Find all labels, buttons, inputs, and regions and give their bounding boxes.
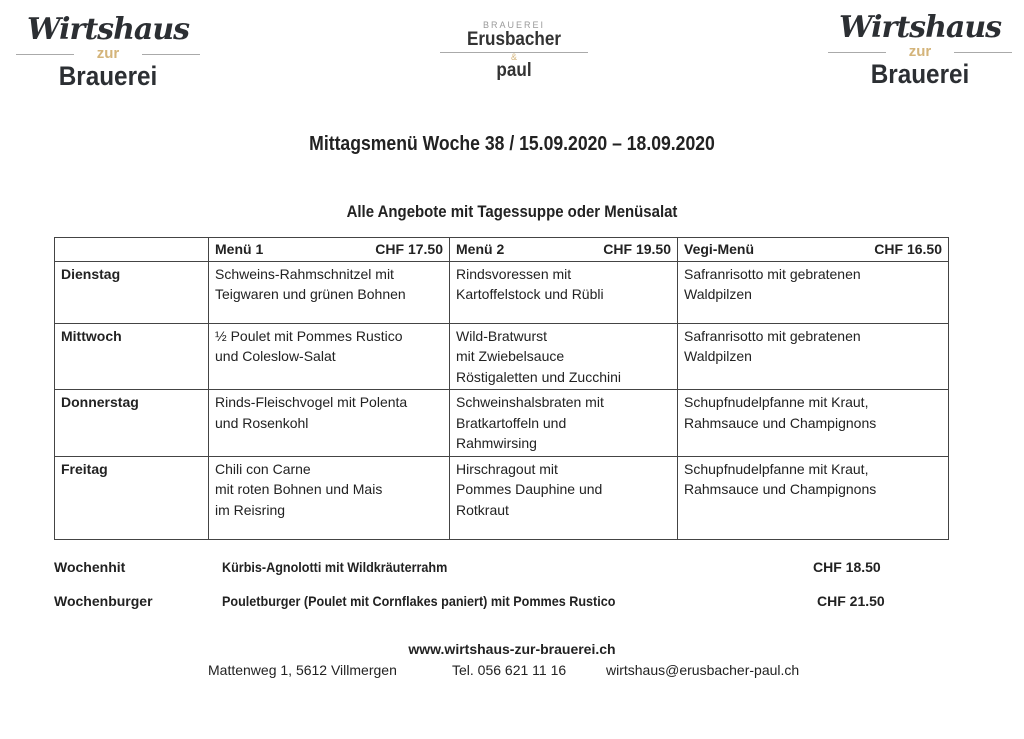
header-price: CHF 19.50: [603, 241, 671, 257]
dish-line: Schupfnudelpfanne mit Kraut,: [684, 394, 869, 410]
dish-cell: [450, 390, 678, 457]
table-header-row: [55, 238, 949, 262]
dish-cell: [450, 456, 678, 539]
dish-line: Hirschragout mit: [456, 460, 558, 477]
day-cell: Mittwoch: [55, 323, 209, 390]
wochenhit-label: Wochenhit: [54, 559, 126, 575]
dish-line: Safranrisotto mit gebratenen: [684, 327, 861, 344]
dish-line: Bratkartoffeln und: [456, 414, 567, 431]
dish-cell: [678, 390, 949, 457]
logo-text: Wirtshaus: [26, 12, 190, 47]
page-title: Mittagsmenü Woche 38 / 15.09.2020 – 18.09.2020: [309, 133, 715, 155]
logo-wirtshaus-right: [828, 12, 1012, 88]
header-empty: [55, 238, 209, 262]
dish-cell: [678, 261, 949, 323]
dish-line: Schweinshalsbraten mit: [456, 394, 604, 410]
logo-erusbacher: [440, 20, 588, 81]
dish-line: Teigwaren und grünen Bohnen: [215, 286, 406, 302]
logo-text: zur: [828, 44, 1012, 60]
table-row: [55, 261, 949, 323]
dish-line: Pommes Dauphine und: [456, 481, 603, 497]
wochenburger-label: Wochenburger: [54, 593, 153, 609]
logo-text: Brauerei: [870, 59, 970, 89]
dish-line: Rahmsauce und Champignons: [684, 414, 877, 431]
dish-line: mit roten Bohnen und Mais: [215, 481, 383, 497]
table-row: [55, 323, 949, 390]
dish-cell: [209, 261, 450, 323]
dish-cell: [450, 323, 678, 390]
wochenhit-price: CHF 18.50: [813, 559, 881, 575]
header-menu-2: [450, 238, 678, 262]
logo-text: Brauerei: [58, 61, 158, 91]
dish-line: im Reisring: [215, 501, 286, 518]
logo-text: BRAUEREI: [482, 20, 545, 30]
dish-cell: [678, 456, 949, 539]
dish-line: und Rosenkohl: [215, 414, 309, 431]
day-cell: Freitag: [55, 456, 209, 539]
dish-line: Schweins-Rahmschnitzel mit: [215, 265, 394, 282]
menu-table: [54, 237, 949, 540]
dish-line: Röstigaletten und Zucchini: [456, 368, 621, 385]
day-cell: Donnerstag: [55, 390, 209, 457]
dish-line: ½ Poulet mit Pommes Rustico: [215, 327, 403, 344]
dish-line: Schupfnudelpfanne mit Kraut,: [684, 460, 869, 477]
page-subtitle: Alle Angebote mit Tagessuppe oder Menüsalat: [346, 202, 678, 221]
dish-line: und Coleslow-Salat: [215, 348, 336, 364]
dish-line: Rotkraut: [456, 501, 509, 518]
day-cell: Dienstag: [55, 261, 209, 323]
dish-line: mit Zwiebelsauce: [456, 348, 565, 364]
dish-line: Rinds-Fleischvogel mit Polenta: [215, 394, 408, 410]
logo-text: &: [440, 52, 588, 61]
header-label: Vegi-Menü: [684, 241, 755, 257]
dish-line: Kartoffelstock und Rübli: [456, 286, 604, 302]
footer-email[interactable]: wirtshaus@erusbacher-paul.ch: [606, 662, 800, 678]
logo-text: Wirtshaus: [838, 10, 1002, 45]
wochenhit-dish: Kürbis-Agnolotti mit Wildkräuterrahm: [222, 559, 448, 575]
dish-line: Rahmwirsing: [456, 435, 537, 451]
dish-line: Waldpilzen: [684, 348, 752, 364]
logo-wirtshaus-left: [16, 14, 200, 90]
footer-phone: Tel. 056 621 11 16: [452, 662, 567, 678]
logo-text: Erusbacher: [466, 29, 562, 50]
header-price: CHF 16.50: [874, 241, 942, 257]
dish-line: Rahmsauce und Champignons: [684, 481, 877, 497]
dish-line: Chili con Carne: [215, 460, 311, 477]
header-vegi: [678, 238, 949, 262]
dish-cell: [209, 456, 450, 539]
footer-address: Mattenweg 1, 5612 Villmergen: [208, 662, 397, 678]
dish-cell: [209, 323, 450, 390]
header-label: Menü 2: [456, 241, 505, 257]
logo-text: paul: [496, 60, 532, 81]
wochenburger-price: CHF 21.50: [817, 593, 885, 609]
dish-cell: [209, 390, 450, 457]
table-row: [55, 390, 949, 457]
header-label: Menü 1: [215, 241, 264, 257]
header-menu-1: [209, 238, 450, 262]
dish-line: Wild-Bratwurst: [456, 327, 548, 344]
dish-line: Waldpilzen: [684, 286, 752, 302]
table-row: [55, 456, 949, 539]
header-price: CHF 17.50: [375, 241, 443, 257]
dish-line: Rindsvoressen mit: [456, 265, 572, 282]
dish-line: Safranrisotto mit gebratenen: [684, 265, 861, 282]
dish-cell: [678, 323, 949, 390]
wochenburger-dish: Pouletburger (Poulet mit Cornflakes paniert) mit Pommes Rustico: [222, 593, 616, 609]
footer-website[interactable]: www.wirtshaus-zur-brauerei.ch: [408, 641, 616, 657]
dish-cell: [450, 261, 678, 323]
logo-text: zur: [16, 46, 200, 62]
